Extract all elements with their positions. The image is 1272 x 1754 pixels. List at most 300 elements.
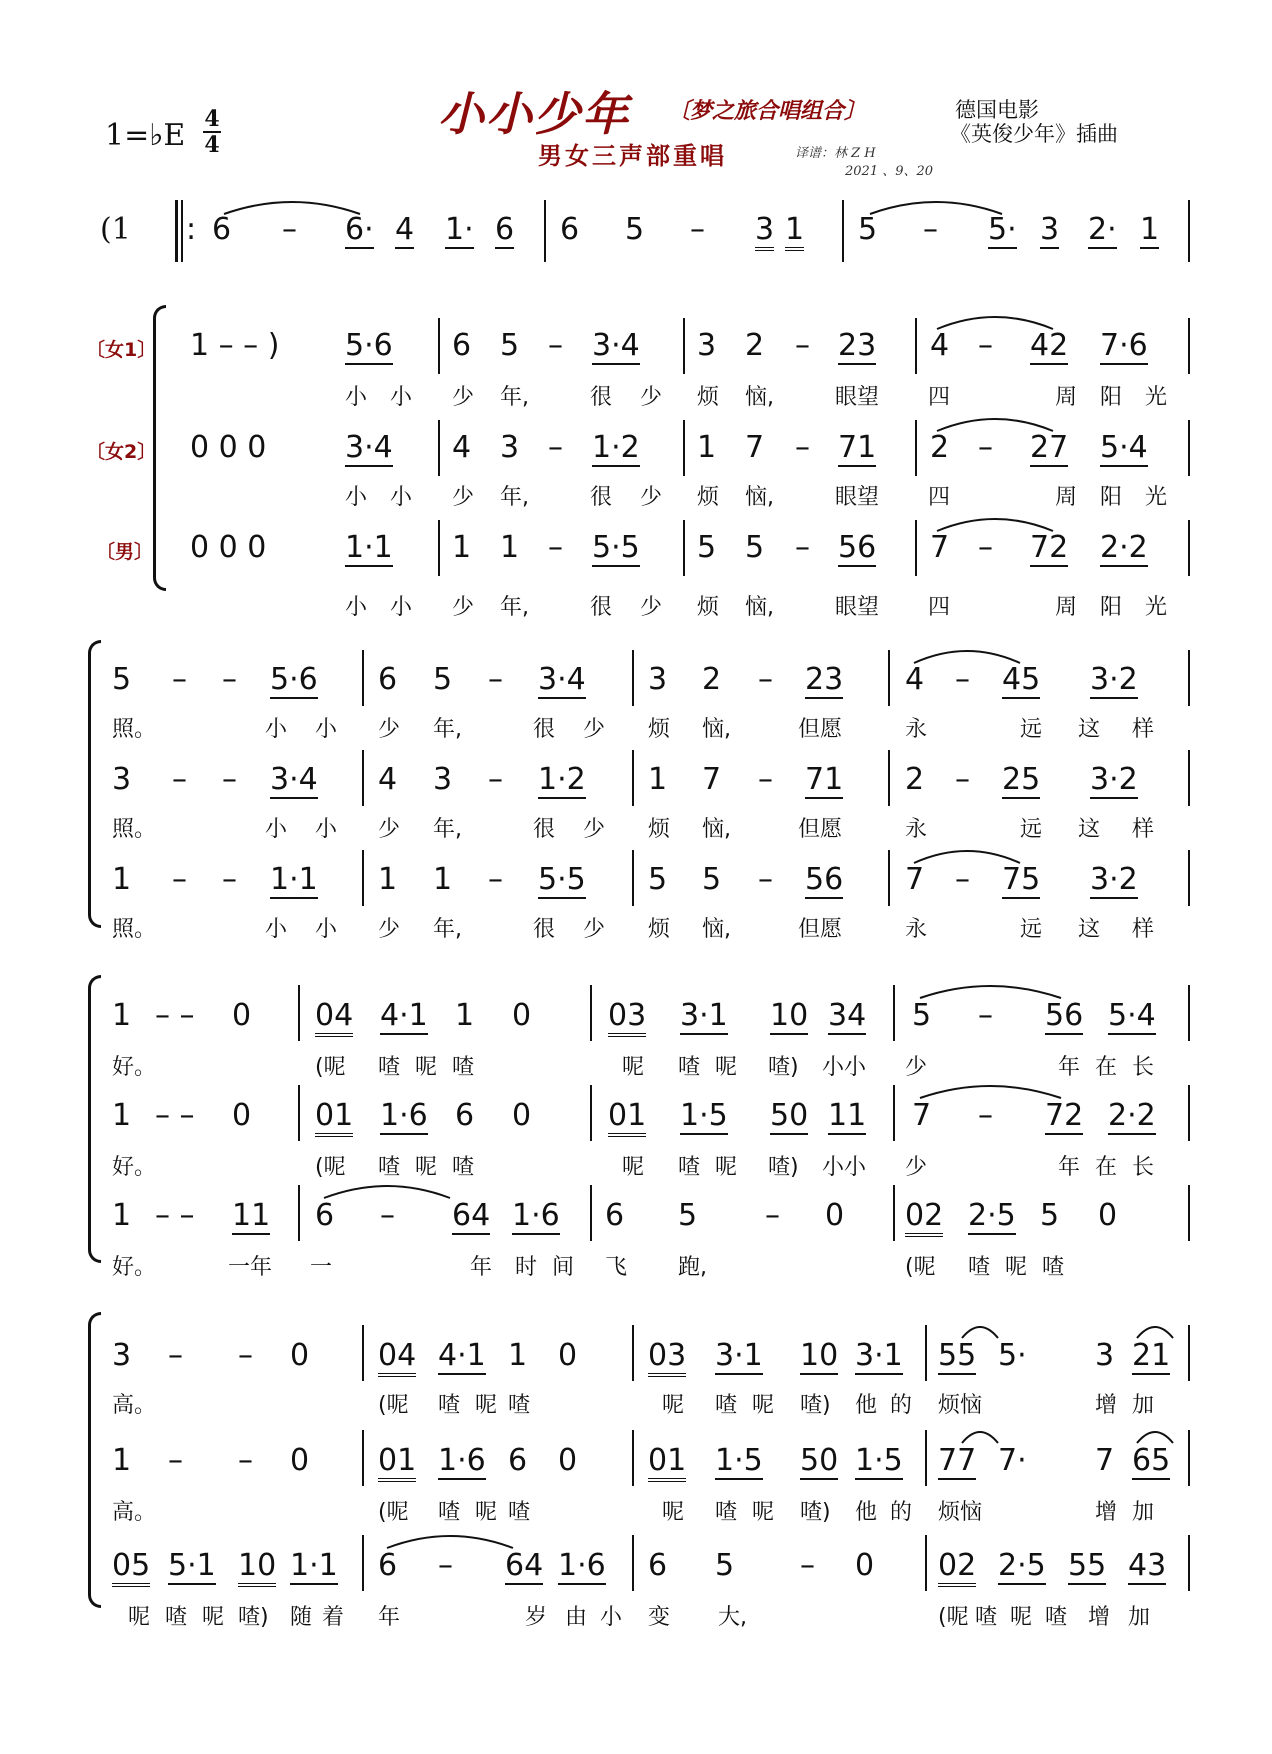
lyric-syllable: 恼, [745,385,774,410]
note: 11 [232,1198,271,1233]
lyric-syllable: 远 [1020,717,1043,742]
note: 2·5 [968,1198,1016,1233]
note: 1·6 [438,1443,486,1478]
note: 05 [112,1548,150,1587]
note: 2 [930,430,950,465]
note: 5· [998,1338,1027,1373]
note: 4·1 [380,998,428,1033]
lyric-syllable: 好。 [112,1255,157,1280]
note: 1 [785,212,804,251]
note: 2· [1088,212,1117,247]
lyric-syllable: 年, [500,485,529,510]
lyric-syllable: 少 [583,717,606,742]
lyric-syllable: 呢 [622,1055,645,1080]
lyric-syllable: 眼望 [835,595,880,620]
lyric-syllable: (呢 [315,1055,346,1080]
lyric-syllable: 这 [1078,817,1101,842]
lyric-syllable: 永 [905,817,928,842]
lyric-syllable: 照。 [112,717,157,742]
lyric-syllable: 小小 [822,1055,867,1080]
lyric-syllable: 时 [515,1255,538,1280]
lyric-syllable: 喳 [968,1255,991,1280]
lyric-syllable: 样 [1132,817,1155,842]
note: 56 [838,530,877,565]
note: – [222,862,237,897]
lyric-syllable: 年, [500,595,529,620]
note: 3 [112,1338,132,1373]
lyric-syllable: 小 [390,385,413,410]
lyric-syllable: 好。 [112,1055,157,1080]
lyric-syllable: 远 [1020,917,1043,942]
note: – [168,1338,183,1373]
note: – [238,1338,253,1373]
lyric-syllable: 小 [345,595,368,620]
lyric-syllable: 这 [1078,717,1101,742]
note: 6 [455,1098,475,1133]
note: 0 0 0 [190,430,267,465]
note: 6 [378,1548,398,1583]
note: 50 [800,1443,839,1478]
note: – [548,430,563,465]
note: 1· [445,212,474,247]
lyric-syllable: 呢 [715,1055,738,1080]
lyric-syllable: 少 [640,385,663,410]
note: 77 [938,1443,977,1478]
lyric-syllable: 恼, [745,485,774,510]
lyric-syllable: 光 [1145,385,1168,410]
lyric-syllable: 少 [452,385,475,410]
lyric-syllable: 年, [500,385,529,410]
lyric-syllable: 光 [1145,595,1168,620]
note: 0 [290,1338,310,1373]
lyric-syllable: 很 [533,717,556,742]
note: 3·4 [592,328,640,363]
note: 1 – – ) [190,328,280,363]
note: 64 [452,1198,491,1233]
note: 1·2 [538,762,586,797]
note: 1·6 [512,1198,560,1233]
lyric-syllable: 喳) [768,1155,799,1180]
note: 01 [315,1098,353,1137]
note: 5 [678,1198,698,1233]
note: 3·2 [1090,662,1138,697]
note: 0 [232,998,252,1033]
note: 02 [938,1548,976,1587]
lyric-syllable: 但愿 [798,917,843,942]
note: – [380,1198,395,1233]
lyric-syllable: 岁 [525,1605,548,1630]
lyric-syllable: 随 [290,1605,313,1630]
lyric-syllable: 很 [590,595,613,620]
lyric-syllable: 恼, [702,917,731,942]
lyric-syllable: 小小 [822,1155,867,1180]
lyric-syllable: 这 [1078,917,1101,942]
lyric-syllable: 很 [533,917,556,942]
lyric-syllable: 很 [533,817,556,842]
note: 2·2 [1100,530,1148,565]
lyric-syllable: 加 [1132,1500,1155,1525]
note: 7 [905,862,925,897]
note: – [758,762,773,797]
lyric-syllable: 四 [928,385,951,410]
note: 4·1 [438,1338,486,1373]
lyric-syllable: (呢 [378,1500,409,1525]
title-note: 〔梦之旅合唱组合〕 [668,99,867,124]
note: 2·5 [998,1548,1046,1583]
note: 7 [702,762,722,797]
note: 45 [1002,662,1041,697]
note: 1 [112,862,132,897]
lyric-syllable: 年, [433,717,462,742]
lyric-syllable: 小 [315,917,338,942]
note: 7 [1095,1443,1115,1478]
note: 0 0 0 [190,530,267,565]
note: 1·2 [592,430,640,465]
lyric-syllable: 小 [265,817,288,842]
lyric-syllable: 在 [1095,1055,1118,1080]
lyric-syllable: 喳 [1042,1255,1065,1280]
lyric-syllable: 的 [890,1393,913,1418]
lyric-syllable: 呢 [622,1155,645,1180]
note: – [488,662,503,697]
lyric-syllable: 恼, [702,817,731,842]
lyric-syllable: 少 [640,595,663,620]
lyric-syllable: 一年 [228,1255,273,1280]
note: 7 [745,430,765,465]
lyric-syllable: 喳) [800,1500,831,1525]
note: 03 [648,1338,686,1377]
lyric-syllable: 长 [1132,1055,1155,1080]
lyric-syllable: 大, [718,1605,747,1630]
note: 6 [495,212,515,247]
note: 64 [505,1548,544,1583]
note: 4 [930,328,950,363]
lyric-syllable: (呢 [315,1155,346,1180]
note: 1 [648,762,668,797]
note: 10 [770,998,809,1033]
note: 21 [1132,1338,1171,1373]
note: – [758,862,773,897]
lyric-syllable: 小 [390,485,413,510]
note: 6 [605,1198,625,1233]
note: 01 [648,1443,686,1482]
note: – [758,662,773,697]
lyric-syllable: 呢 [752,1500,775,1525]
note: 4 [378,762,398,797]
lyric-syllable: 年, [433,817,462,842]
note: 6 [315,1198,335,1233]
note: 23 [838,328,877,363]
lyric-syllable: 阳 [1100,485,1123,510]
note: 3 [500,430,520,465]
note: 0 [232,1098,252,1133]
lyric-syllable: 喳 [452,1055,475,1080]
note: 43 [1128,1548,1167,1583]
note: 3·1 [715,1338,763,1373]
lyric-syllable: 恼, [702,717,731,742]
lyric-syllable: 小 [345,485,368,510]
note: 3 [1040,212,1060,247]
note: 72 [1030,530,1069,565]
part-label-w1: 〔女1〕 [86,339,157,361]
lyric-syllable: 喳 [678,1155,701,1180]
note: 3 [755,212,774,251]
note: 1 [112,1198,132,1233]
note: – [548,530,563,565]
lyric-syllable: 喳 [438,1393,461,1418]
note: 56 [805,862,844,897]
note: 1 [433,862,453,897]
lyric-syllable: 少 [452,485,475,510]
lyric-syllable: 年 [378,1605,401,1630]
note: 2 [745,328,765,363]
note: 5·6 [270,662,318,697]
lyric-syllable: 好。 [112,1155,157,1180]
note: 03 [608,998,646,1037]
note: 02 [905,1198,943,1237]
lyric-syllable: 烦 [648,817,671,842]
lyric-syllable: 呢 [415,1055,438,1080]
lyric-syllable: 喳 [165,1605,188,1630]
lyric-syllable: 飞 [605,1255,628,1280]
note: – [955,762,970,797]
intro-open: (1 [100,212,131,247]
lyric-syllable: 喳 [378,1155,401,1180]
note: – [222,662,237,697]
note: – [800,1548,815,1583]
lyric-syllable: 增 [1088,1605,1111,1630]
lyric-syllable: 喳 [452,1155,475,1180]
lyric-syllable: 阳 [1100,385,1123,410]
lyric-syllable: 少 [452,595,475,620]
note: 3 [648,662,668,697]
note: – [978,998,993,1033]
lyric-syllable: (呢 [938,1605,969,1630]
lyric-syllable: 但愿 [798,817,843,842]
lyric-syllable: 变 [648,1605,671,1630]
lyric-syllable: 小 [600,1605,623,1630]
lyric-syllable: 烦 [697,485,720,510]
translator-credit: 译谱：林 Z H [795,146,876,161]
note: – [172,662,187,697]
note: 3·4 [538,662,586,697]
lyric-syllable: 烦 [697,385,720,410]
note: 1 [112,1098,132,1133]
lyric-syllable: 喳 [378,1055,401,1080]
lyric-syllable: 小 [345,385,368,410]
song-title: 小小少年 [438,87,630,141]
note: 71 [805,762,844,797]
lyric-syllable: 呢 [1005,1255,1028,1280]
note: – – [155,1098,195,1133]
note: 5 [648,862,668,897]
note: 5 [1040,1198,1060,1233]
note: 5 [625,212,645,247]
note: 01 [378,1443,416,1482]
lyric-syllable: 呢 [662,1393,685,1418]
lyric-syllable: 恼, [745,595,774,620]
note: 7· [998,1443,1027,1478]
note: – [690,212,705,247]
note: 4 [452,430,472,465]
lyric-syllable: 喳) [800,1393,831,1418]
note: 1 [697,430,717,465]
lyric-syllable: 远 [1020,817,1043,842]
note: 56 [1045,998,1084,1033]
lyric-syllable: 呢 [475,1500,498,1525]
lyric-syllable: 高。 [112,1393,157,1418]
lyric-syllable: 喳) [238,1605,269,1630]
arrangement-subtitle: 男女三声部重唱 [538,142,727,170]
lyric-syllable: 少 [905,1055,928,1080]
note: 1 [112,998,132,1033]
note: 6 [508,1443,528,1478]
note: 7·6 [1100,328,1148,363]
note: 1·5 [715,1443,763,1478]
note: 3·2 [1090,762,1138,797]
note: – [978,1098,993,1133]
note: 72 [1045,1098,1084,1133]
lyric-syllable: 小 [315,717,338,742]
note: 5 [745,530,765,565]
part-label-w2: 〔女2〕 [86,441,157,463]
lyric-syllable: 但愿 [798,717,843,742]
source-line-1: 德国电影 [955,98,1039,122]
note: 6 [648,1548,668,1583]
note: – [488,862,503,897]
lyric-syllable: 呢 [715,1155,738,1180]
note: 3 [112,762,132,797]
note: – [923,212,938,247]
lyric-syllable: 喳 [715,1500,738,1525]
note: 2·2 [1108,1098,1156,1133]
note: 1·1 [290,1548,338,1583]
lyric-syllable: 跑, [678,1255,707,1280]
note: – [222,762,237,797]
lyric-syllable: 呢 [1010,1605,1033,1630]
lyric-syllable: 年 [1058,1055,1081,1080]
note: 1 [452,530,472,565]
lyric-syllable: 烦 [648,917,671,942]
note: 5·5 [538,862,586,897]
note: 0 [558,1443,578,1478]
lyric-syllable: 喳) [768,1055,799,1080]
note: 5 [500,328,520,363]
lyric-syllable: 小 [315,817,338,842]
lyric-syllable: 少 [583,817,606,842]
note: 01 [608,1098,646,1137]
note: – [795,328,810,363]
note: 42 [1030,328,1069,363]
note: 5·4 [1100,430,1148,465]
note: 5·4 [1108,998,1156,1033]
note: 25 [1002,762,1041,797]
lyric-syllable: 喳 [678,1055,701,1080]
note: 1·6 [558,1548,606,1583]
note: – [282,212,297,247]
lyric-syllable: 年 [470,1255,493,1280]
lyric-syllable: 加 [1128,1605,1151,1630]
lyric-syllable: 间 [552,1255,575,1280]
note: – [488,762,503,797]
lyric-syllable: 增 [1095,1393,1118,1418]
note: 5·6 [345,328,393,363]
note: 55 [938,1338,977,1373]
key-signature: 1=♭E [105,118,186,153]
lyric-syllable: 呢 [202,1605,225,1630]
lyric-syllable: 四 [928,595,951,620]
lyric-syllable: 喳 [715,1393,738,1418]
note: 3·1 [855,1338,903,1373]
note: – [168,1443,183,1478]
lyric-syllable: 周 [1055,595,1078,620]
note: 3 [1095,1338,1115,1373]
note: – [955,862,970,897]
lyric-syllable: 呢 [752,1393,775,1418]
lyric-syllable: 小 [265,917,288,942]
note: – [795,430,810,465]
lyric-syllable: 永 [905,917,928,942]
lyric-syllable: 永 [905,717,928,742]
note: 6· [345,212,374,247]
note: 23 [805,662,844,697]
note: 27 [1030,430,1069,465]
lyric-syllable: 眼望 [835,485,880,510]
note: 71 [838,430,877,465]
note: – – [155,1198,195,1233]
note: – [978,328,993,363]
lyric-syllable: 烦 [648,717,671,742]
note: 6 [560,212,580,247]
note: – [978,530,993,565]
lyric-syllable: 高。 [112,1500,157,1525]
note: 10 [800,1338,839,1373]
lyric-syllable: 照。 [112,817,157,842]
note: 3·4 [345,430,393,465]
lyric-syllable: (呢 [378,1393,409,1418]
note: 3·4 [270,762,318,797]
note: 11 [828,1098,867,1133]
lyric-syllable: 少 [378,817,401,842]
note: 2 [702,662,722,697]
lyric-syllable: 四 [928,485,951,510]
note: 1 [500,530,520,565]
lyric-syllable: 长 [1132,1155,1155,1180]
note: 3 [433,762,453,797]
note: 1·1 [270,862,318,897]
lyric-syllable: 周 [1055,385,1078,410]
note: 5·5 [592,530,640,565]
note: 7 [912,1098,932,1133]
lyric-syllable: 烦恼 [938,1393,983,1418]
note: 0 [512,998,532,1033]
lyric-syllable: 很 [590,385,613,410]
note: 1·5 [680,1098,728,1133]
lyric-syllable: 阳 [1100,595,1123,620]
note: – [548,328,563,363]
note: 5 [112,662,132,697]
note: 1·1 [345,530,393,565]
note: 5 [912,998,932,1033]
source-line-2: 《英俊少年》插曲 [950,122,1118,146]
lyric-syllable: 光 [1145,485,1168,510]
note: 6 [212,212,232,247]
note: 1 [455,998,475,1033]
note: 75 [1002,862,1041,897]
note: 4 [905,662,925,697]
note: 5 [702,862,722,897]
note: 3·1 [680,998,728,1033]
